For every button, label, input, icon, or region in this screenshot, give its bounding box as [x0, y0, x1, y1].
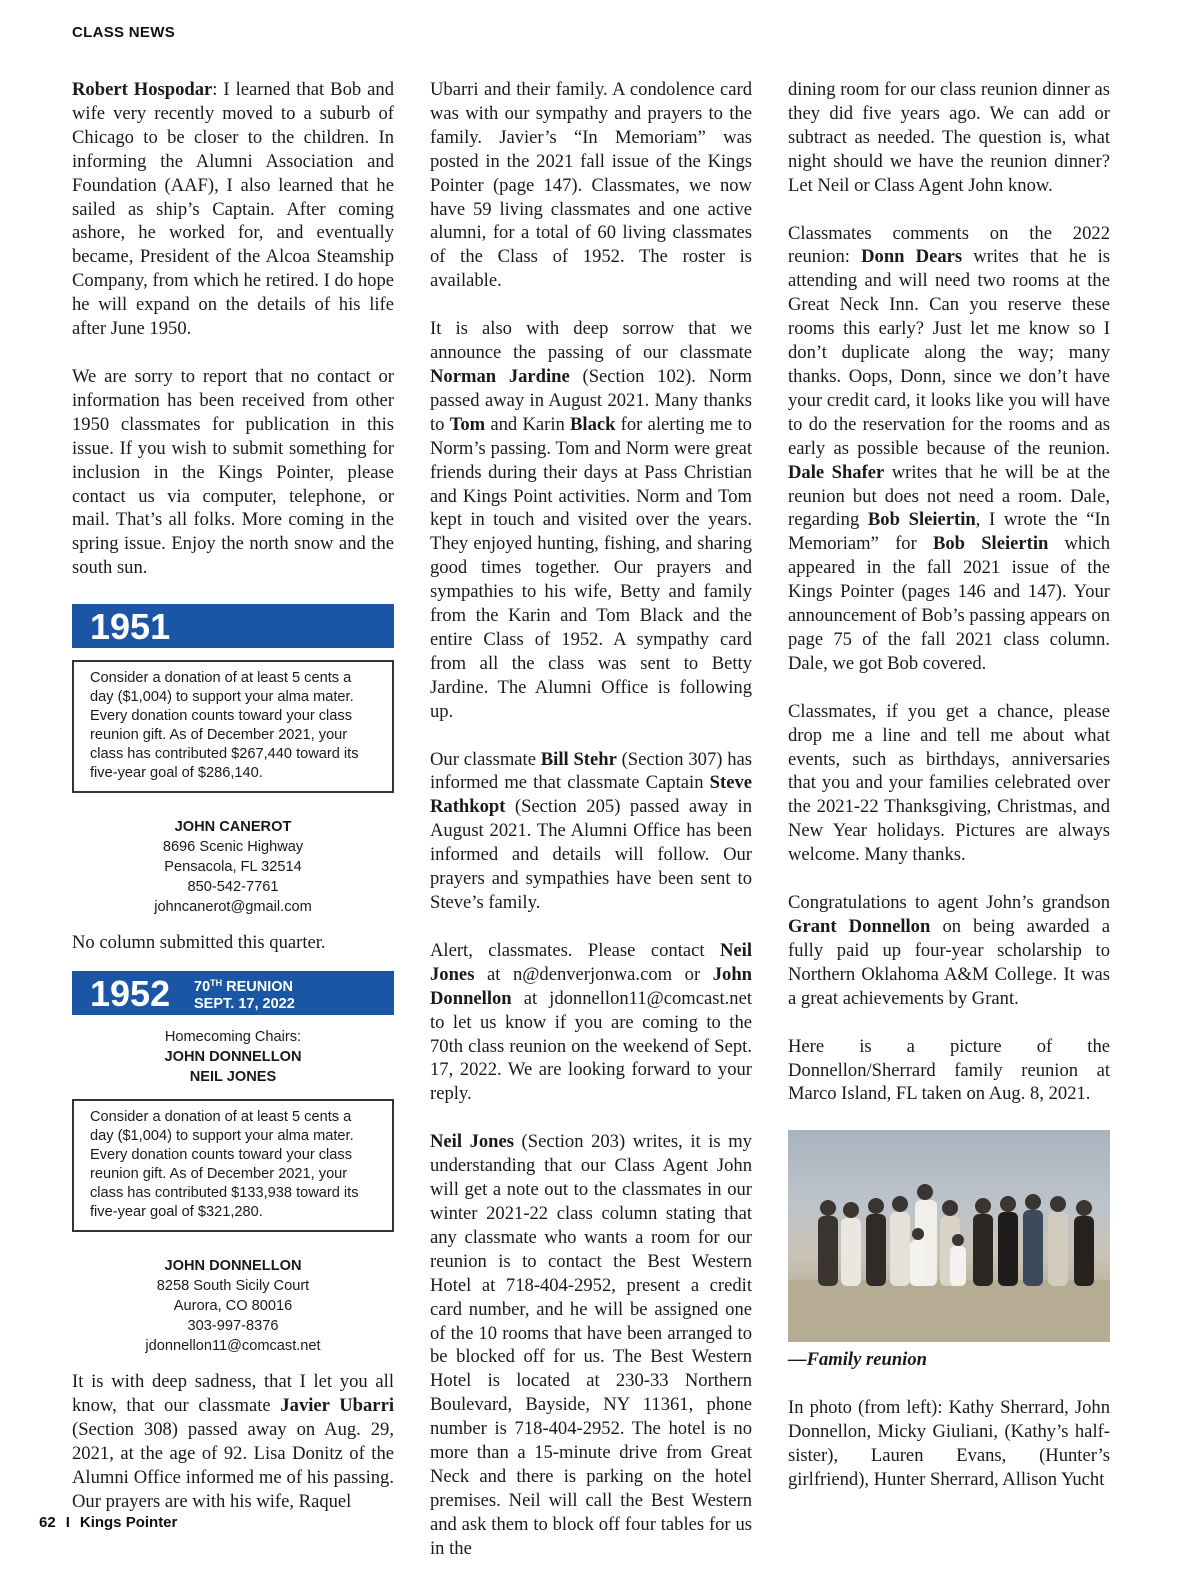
paragraph: Here is a picture of the Donnellon/Sherrard family reunion at Marco Island, FL taken on Aug. 8, 2021.: [788, 1035, 1110, 1105]
class-year: 1951: [90, 606, 171, 648]
page-footer: [39, 1514, 177, 1531]
agent-name: JOHN CANEROT: [174, 819, 292, 836]
year-header-1951: [72, 604, 394, 648]
classmate-name: Javier Ubarri: [280, 1394, 394, 1416]
class-year: 1952: [90, 973, 171, 1015]
classmate-name: Neil Jones: [430, 939, 752, 985]
donation-box: Consider a donation of at least 5 cents a day ($1,004) to support your alma mater. Every donation counts toward your class reunion gift. As of December 2021, your class has contributed $267,440 toward its five-year goal of $286,140.: [72, 660, 394, 793]
paragraph-text: which appeared in the fall 2021 issue of the Kings Pointer (pages 146 and 147). Your announcement of Bob’s passing appears on page 75 of the fall 2021 class column. Dale, we got Bob covered.: [788, 533, 1110, 674]
page-number: 62: [39, 1514, 56, 1531]
agent-phone: 303-997-8376: [187, 1318, 279, 1335]
paragraph-text: writes that he will be at the reunion but does not need a room. Dale, regarding: [788, 461, 1110, 531]
agent-city: Aurora, CO 80016: [173, 1298, 293, 1315]
paragraph: Classmates, if you get a chance, please drop me a line and tell me about what events, such as birthdays, anniversaries that you and your families celebrated over the 2021-22 Thanksgiving, Christmas, and New Year holidays. Pictures are always welcome. Many thanks.: [788, 700, 1110, 866]
classmate-name: Dale Shafer: [788, 461, 885, 483]
reunion-suffix: TH: [210, 978, 223, 989]
agent-street: 8258 South Sicily Court: [156, 1278, 310, 1295]
column-1: [72, 78, 394, 1537]
paragraph: [788, 222, 1110, 676]
paragraph-text: Alert, classmates. Please contact: [430, 939, 720, 961]
paragraph-text: for alerting me to Norm’s passing. Tom and Norm were great friends during their days at Pass Christian and Kings Point activities. Norm and Tom kept in touch and visited over the years. They enjoyed hunting, fishing, and sharing good times together. Our prayers and sympathies to his wife, Betty and family from the Karin and Tom Black and the entire Class of 1952. A sympathy card from all the class was sent to Betty Jardine. The Alumni Office is following up.: [430, 413, 752, 722]
reunion-date: SEPT. 17, 2022: [194, 996, 295, 1013]
year-header-1952: [72, 971, 394, 1015]
column-2: [430, 78, 752, 1585]
reunion-label: [194, 975, 295, 1013]
family-reunion-photo: [788, 1130, 1110, 1342]
paragraph: No column submitted this quarter.: [72, 932, 326, 954]
paragraph-text: , I wrote the “In Memoriam” for: [788, 509, 1110, 555]
paragraph: In photo (from left): Kathy Sherrard, John Donnellon, Micky Giuliani, (Kathy’s half-sister), Lauren Evans, (Hunter’s girlfriend), Hunter Sherrard, Allison Yucht: [788, 1397, 1110, 1490]
reunion-number: 70: [194, 979, 211, 996]
classmate-name: Bob Sleiertin: [932, 533, 1049, 555]
paragraph: [430, 748, 752, 915]
reunion-word: REUNION: [222, 979, 294, 996]
paragraph-text: writes that he is attending and will need two rooms at the Great Neck Inn. Can you reserve these rooms this early? Just let me know so I don’t duplicate along the way; many thanks. Oops, Donn, since we don’t have your credit card, it looks like you will have to do the reservation for the rooms and as early as possible because of the reunion.: [788, 246, 1110, 459]
paragraph-text: and Karin: [485, 413, 570, 435]
paragraph: [430, 317, 752, 723]
section-label: CLASS NEWS: [72, 24, 176, 41]
paragraph-text: on being awarded a fully paid up four-year scholarship to Northern Oklahoma A&M College. It was a great achievements by Grant.: [788, 916, 1110, 1009]
chair-name: JOHN DONNELLON: [164, 1049, 302, 1066]
agent-phone: 850-542-7761: [187, 879, 279, 896]
classmate-name: Steve Rathkopt: [430, 772, 752, 818]
classmate-name: Tom: [449, 413, 486, 435]
class-agent-contact: [72, 817, 394, 917]
donation-box: Consider a donation of at least 5 cents a day ($1,004) to support your alma mater. Every donation counts toward your class reunion gift. As of December 2021, your class has contributed $133,938 toward its five-year goal of $321,280.: [72, 1099, 394, 1232]
paragraph-text: (Section 307) has informed me that classmate Captain: [430, 748, 752, 794]
classmate-name: Bill Stehr: [540, 748, 617, 770]
paragraph-text: (Section 203) writes, it is my understanding that our Class Agent John will get a note out to the classmates in our winter 2021-22 class column stating that any classmate who wants a room for our reunion is to contact the Best Western Hotel at 718-404-2952, present a credit card number, and he will be assigned one of the 10 rooms that have been arranged to be blocked off for us. The Best Western Hotel is located at 230-33 Northern Boulevard, Bayside, NY 11361, phone number is 718-404-2952. The hotel is no more than a 15-minute drive from Great Neck and there is parking on the hotel premises. Neil will call the Best Western and ask them to block off four tables for us in the: [430, 1131, 752, 1559]
paragraph: [430, 1130, 752, 1560]
paragraph-text: Our classmate: [430, 748, 541, 770]
class-agent-contact: [72, 1256, 394, 1356]
classmate-name: Black: [570, 413, 616, 435]
classmate-name: Grant Donnellon: [788, 916, 931, 937]
paragraph-text: It is also with deep sorrow that we announce the passing of our classmate: [430, 318, 752, 364]
column-3: [788, 78, 1110, 1516]
footer-separator: I: [65, 1514, 70, 1531]
agent-city: Pensacola, FL 32514: [164, 859, 302, 876]
agent-email[interactable]: jdonnellon11@comcast.net: [145, 1338, 321, 1355]
classmate-name: Robert Hospodar: [72, 79, 213, 100]
classmate-name: Norman Jardine: [430, 365, 570, 387]
paragraph-text: (Section 308) passed away on Aug. 29, 2021, at the age of 92. Lisa Donitz of the Alumni Office informed me of his passing. Our prayers are with his wife, Raquel: [72, 1418, 394, 1512]
publication-name: Kings Pointer: [79, 1514, 178, 1531]
paragraph: [72, 1370, 394, 1513]
chairs-label: Homecoming Chairs:: [164, 1029, 302, 1046]
agent-email[interactable]: johncanerot@gmail.com: [154, 899, 312, 916]
paragraph: dining room for our class reunion dinner as they did five years ago. We can add or subtract as needed. The question is, what night should we have the reunion dinner? Let Neil or Class Agent John know.: [788, 79, 1110, 196]
chair-name: NEIL JONES: [189, 1069, 277, 1086]
classmate-name: John Donnellon: [430, 963, 752, 1009]
agent-name: JOHN DONNELLON: [164, 1258, 302, 1275]
photo-illustration: [788, 1130, 1110, 1342]
agent-street: 8696 Scenic Highway: [162, 839, 304, 856]
classmate-name: Donn Dears: [861, 246, 963, 268]
paragraph: We are sorry to report that no contact or information has been received from other 1950 classmates for publication in this issue. If you wish to submit something for inclusion in the Kings Pointer, please contact us via computer, telephone, or mail. That’s all folks. More coming in the spring issue. Enjoy the north snow and the south sun.: [72, 365, 394, 579]
paragraph: [788, 891, 1110, 1011]
paragraph-text: : I learned that Bob and wife very recently moved to a suburb of Chicago to be closer to the children. In informing the Alumni Association and Foundation (AAF), I also learned that he sailed as ship’s Captain. After coming ashore, he worked for, and eventually became, President of the Alcoa Steamship Company, from which he retired. I do hope he will expand on the details of his life after June 1950.: [72, 79, 394, 340]
classmate-name: Neil Jones: [430, 1131, 514, 1153]
paragraph-text: at n@denverjonwa.com or: [474, 963, 713, 985]
paragraph-text: (Section 102). Norm passed away in August 2021. Many thanks to: [430, 365, 753, 435]
paragraph-text: It is with deep sadness, that I let you all know, that our classmate: [72, 1371, 394, 1416]
paragraph-text: Congratulations to agent John’s grandson: [788, 892, 1110, 914]
photo-caption: —Family reunion: [788, 1349, 927, 1371]
paragraph-text: Classmates comments on the 2022 reunion:: [788, 222, 1110, 268]
paragraph-text: (Section 205) passed away in August 2021. The Alumni Office has been informed and details will follow. Our prayers and sympathies have been sent to Steve’s family.: [430, 796, 752, 913]
paragraph-text: at jdonnellon11@comcast.net to let us know if you are coming to the 70th class reunion on the weekend of Sept. 17, 2022. We are looking forward to your reply.: [430, 987, 752, 1105]
homecoming-chairs: [72, 1027, 394, 1087]
paragraph: [430, 939, 752, 1106]
classmate-name: Bob Sleiertin: [867, 509, 976, 531]
paragraph: [72, 78, 394, 341]
paragraph: Ubarri and their family. A condolence card was with our sympathy and prayers to the family. Javier’s “In Memoriam” was posted in the 2021 fall issue of the Kings Pointer (page 147). Classmates, we now have 59 living classmates and one active alumni, for a total of 60 living classmates of the Class of 1952. The roster is available.: [430, 79, 752, 292]
